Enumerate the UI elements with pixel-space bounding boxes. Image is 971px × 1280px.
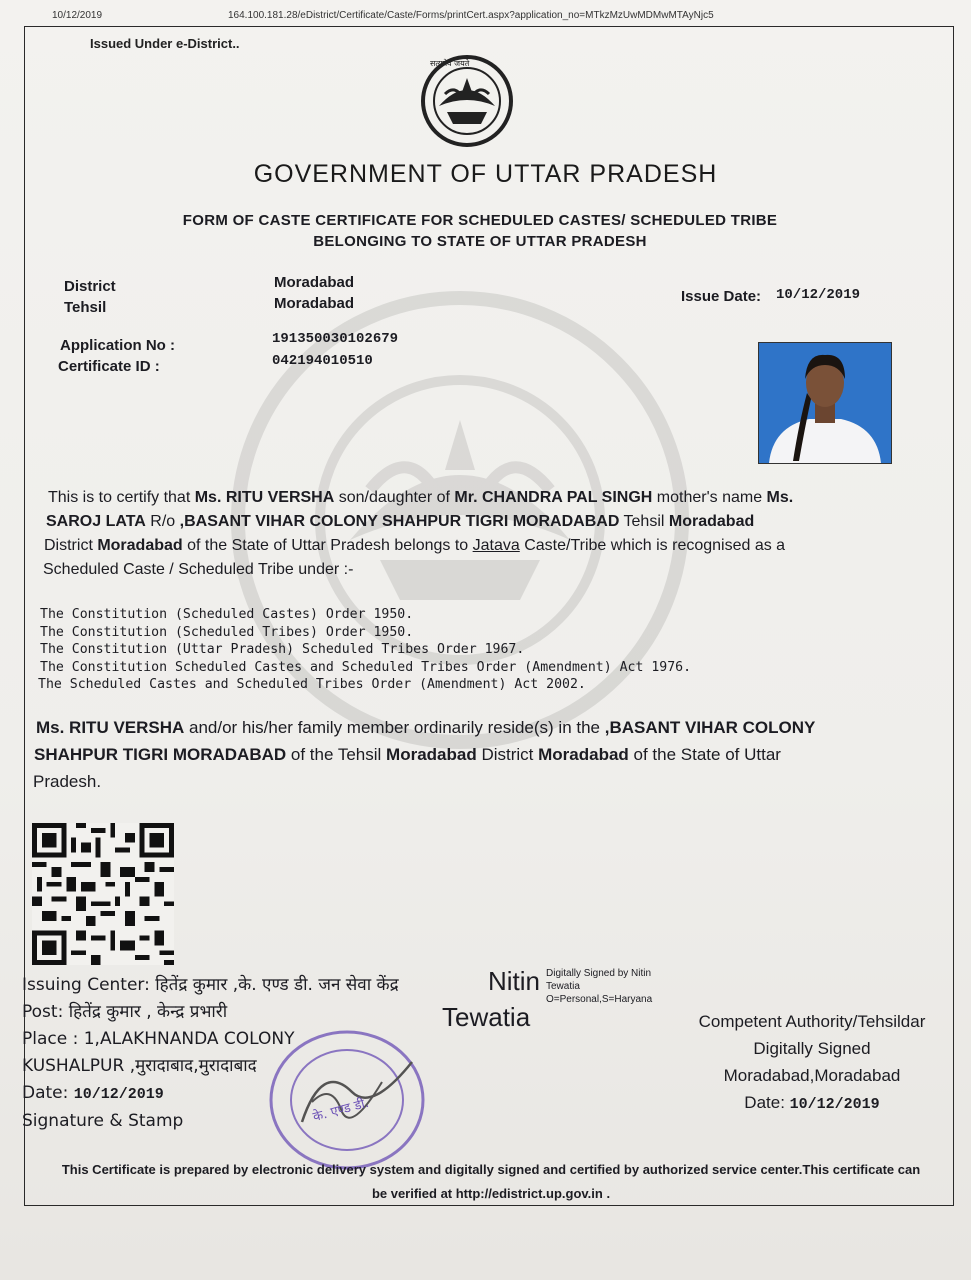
reside-line-1: Ms. RITU VERSHA and/or his/her family member ordinarily reside(s) in the ,BASANT VIHAR COLONY <box>36 718 816 737</box>
issued-under-label: Issued Under e-District.. <box>90 36 240 51</box>
form-title-line-2: BELONGING TO STATE OF UTTAR PRADESH <box>313 233 647 250</box>
certificate-id-value: 042194010510 <box>272 353 373 369</box>
residence-paragraph <box>33 714 916 795</box>
seal-text: सत्यमेव जयते <box>430 59 470 68</box>
page-title: GOVERNMENT OF UTTAR PRADESH <box>253 160 718 188</box>
district-label: District <box>64 278 116 295</box>
form-title <box>120 210 840 252</box>
authority-date: Date: 10/12/2019 <box>744 1093 880 1113</box>
father-name: Mr. CHANDRA PAL SINGH <box>454 489 653 506</box>
digital-sign-note: Digitally Signed by Nitin Tewatia O=Personal,S=Haryana <box>546 968 653 1005</box>
reside-line-3: Pradesh. <box>33 772 102 791</box>
footer-line-2: be verified at http://edistrict.up.gov.in . <box>371 1186 611 1201</box>
print-url: 164.100.181.28/eDistrict/Certificate/Caste/Forms/printCert.aspx?application_no=MTkzMzUwMDMwMTAyNjc5 <box>228 10 714 21</box>
certify-line-2: SAROJ LATA R/o ,BASANT VIHAR COLONY SHAHPUR TIGRI MORADABAD Tehsil Moradabad <box>46 513 755 530</box>
tehsil-label: Tehsil <box>64 299 107 316</box>
order-item: The Constitution (Scheduled Castes) Order 1950. <box>40 607 414 622</box>
order-item: The Scheduled Castes and Scheduled Tribes Order (Amendment) Act 2002. <box>38 677 586 692</box>
competent-authority-block <box>662 1008 962 1118</box>
applicant-photo <box>758 342 892 464</box>
issuing-post: Post: हितेंद्र कुमार , केन्द्र प्रभारी <box>22 1002 228 1022</box>
certify-line-4: Scheduled Caste / Scheduled Tribe under :- <box>43 561 354 578</box>
application-no-value: 191350030102679 <box>272 331 399 347</box>
applicant-name: Ms. RITU VERSHA <box>194 489 335 506</box>
issuing-center: Issuing Center: हितेंद्र कुमार ,के. एण्ड डी. जन सेवा केंद्र <box>22 975 399 995</box>
issue-date-value: 10/12/2019 <box>776 287 861 303</box>
qr-code <box>32 820 174 968</box>
stamp-text: के. एण्ड डी. <box>311 1095 371 1126</box>
order-item: The Constitution (Uttar Pradesh) Scheduled Tribes Order 1967. <box>40 642 525 657</box>
footer-note <box>26 1158 956 1206</box>
signature-stamp-label: Signature & Stamp <box>22 1111 184 1131</box>
issue-date-label: Issue Date: <box>681 288 762 305</box>
issuing-place-line-2: KUSHALPUR ,मुरादाबाद,मुरादाबाद <box>22 1056 257 1076</box>
authority-digitally-signed: Digitally Signed <box>753 1039 871 1058</box>
authority-location: Moradabad,Moradabad <box>723 1066 901 1085</box>
issuing-date: Date: 10/12/2019 <box>22 1083 164 1103</box>
issuing-place-line-1: Place : 1,ALAKHNANDA COLONY <box>22 1029 295 1049</box>
order-item: The Constitution (Scheduled Tribes) Order 1950. <box>40 624 414 640</box>
signer-name-first: Nitin <box>488 966 541 996</box>
orders-list <box>40 606 691 694</box>
mother-name: SAROJ LATA <box>46 513 146 530</box>
tehsil-value: Moradabad <box>274 295 355 312</box>
authority-title: Competent Authority/Tehsildar <box>698 1012 926 1031</box>
footer-line-1: This Certificate is prepared by electronic delivery system and digitally signed and certified by authorized service center.This certificate can <box>61 1162 921 1177</box>
signer-name-last: Tewatia <box>442 1002 531 1032</box>
order-item: The Constitution Scheduled Castes and Scheduled Tribes Order (Amendment) Act 1976. <box>40 659 692 675</box>
reside-line-2: SHAHPUR TIGRI MORADABAD of the Tehsil Moradabad District Moradabad of the State of Uttar <box>34 745 781 764</box>
certify-line-1: This is to certify that Ms. RITU VERSHA son/daughter of Mr. CHANDRA PAL SINGH mother's name Ms. <box>48 489 794 506</box>
certify-line-3: District Moradabad of the State of Uttar Pradesh belongs to Jatava Caste/Tribe which is recognised as a <box>44 537 786 554</box>
caste-name: Jatava <box>472 537 520 554</box>
application-no-label: Application No : <box>60 337 175 354</box>
form-title-line-1: FORM OF CASTE CERTIFICATE FOR SCHEDULED CASTES/ SCHEDULED TRIBE <box>182 212 778 229</box>
certificate-id-label: Certificate ID : <box>58 358 160 375</box>
print-date: 10/12/2019 <box>52 10 103 21</box>
residence-address: ,BASANT VIHAR COLONY SHAHPUR TIGRI MORADABAD <box>179 513 620 530</box>
district-value: Moradabad <box>274 274 355 291</box>
certify-paragraph <box>43 486 908 582</box>
